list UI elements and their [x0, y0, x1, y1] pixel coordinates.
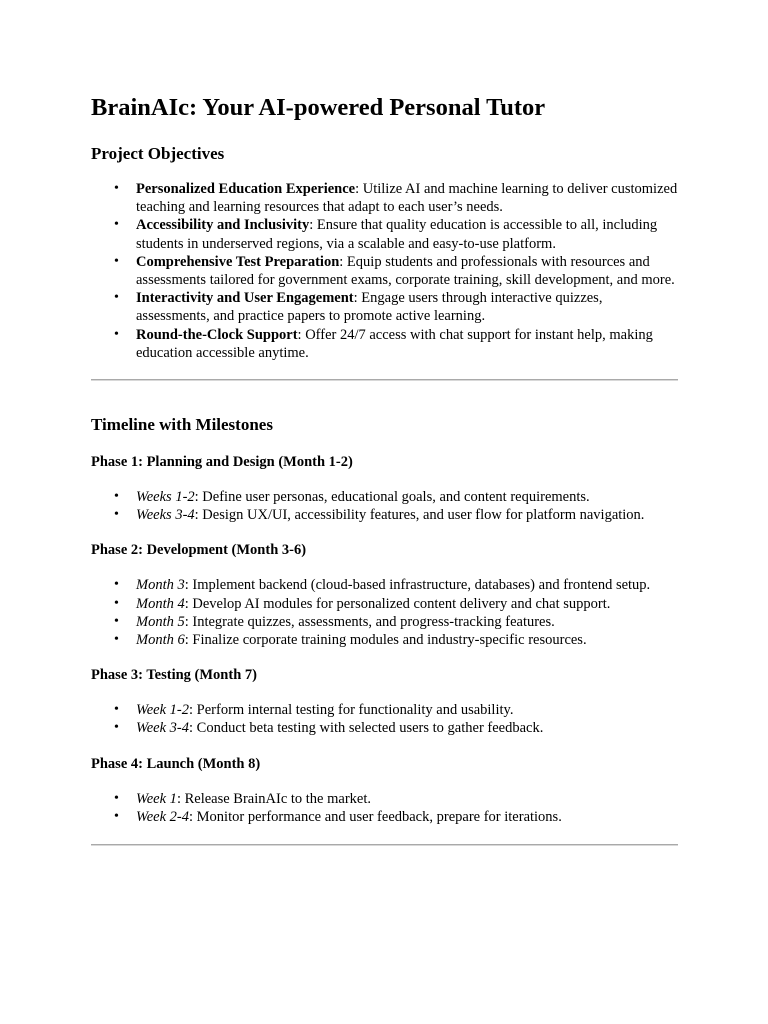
objective-text: : Equip students and professionals with resources and assessments tailored for government exams, corporate training, skill development, and more.: [136, 253, 675, 289]
milestone-item: [136, 613, 678, 631]
milestone-text: : Perform internal testing for functionality and usability.: [189, 702, 514, 719]
objective-item: [136, 216, 678, 252]
section-divider: [91, 844, 678, 846]
objective-term: Interactivity and User Engagement: [136, 290, 354, 307]
objectives-list: [91, 180, 678, 362]
objective-item: [136, 253, 678, 289]
milestone-text: : Conduct beta testing with selected users to gather feedback.: [189, 720, 544, 737]
milestone-text: : Release BrainAIc to the market.: [176, 790, 372, 807]
milestone-item: [136, 808, 678, 826]
objective-text: : Ensure that quality education is accessible to all, including students in underserved regions, via a scalable and easy-to-use platform.: [136, 217, 658, 252]
milestone-item: [136, 488, 678, 506]
milestone-text: : Integrate quizzes, assessments, and progress-tracking features.: [184, 613, 555, 630]
milestone-text: : Monitor performance and user feedback, prepare for iterations.: [189, 808, 562, 825]
objective-text: : Engage users through interactive quizzes, assessments, and practice papers to promote active learning.: [136, 290, 603, 325]
phase-2-title: Phase 2: Development (Month 3-6): [91, 542, 307, 559]
milestone-text: : Implement backend (cloud-based infrastructure, databases) and frontend setup.: [184, 577, 651, 594]
page-title: BrainAIc: Your AI-powered Personal Tutor: [91, 94, 546, 121]
section-divider: [91, 379, 678, 381]
objective-text: : Offer 24/7 access with chat support for instant help, making education accessible anytime.: [136, 326, 653, 361]
milestone-label: Month 4: [136, 595, 185, 612]
phase-2-list: [91, 576, 678, 649]
milestone-text: : Finalize corporate training modules and industry-specific resources.: [184, 632, 587, 649]
milestone-item: [136, 701, 678, 719]
phase-3-list: [91, 701, 678, 737]
milestone-label: Month 6: [136, 632, 185, 649]
objective-term: Personalized Education Experience: [136, 181, 356, 197]
milestone-item: [136, 790, 678, 808]
milestone-label: Weeks 3-4: [136, 507, 195, 524]
milestone-item: [136, 506, 678, 524]
milestone-text: : Define user personas, educational goals, and content requirements.: [194, 489, 590, 506]
objective-term: Round-the-Clock Support: [136, 326, 298, 343]
objective-item: [136, 289, 678, 325]
milestone-item: [136, 719, 678, 737]
milestone-label: Week 1-2: [136, 702, 190, 719]
objective-term: Accessibility and Inclusivity: [136, 217, 310, 234]
objective-item: [136, 326, 678, 362]
milestone-label: Month 5: [136, 613, 185, 630]
objective-item: [136, 180, 678, 216]
milestone-item: [136, 576, 678, 594]
objectives-heading: Project Objectives: [91, 144, 225, 163]
milestone-label: Week 3-4: [136, 720, 190, 737]
milestone-item: [136, 631, 678, 649]
milestone-item: [136, 595, 678, 613]
milestone-text: : Develop AI modules for personalized content delivery and chat support.: [184, 595, 611, 612]
phase-3-title: Phase 3: Testing (Month 7): [91, 667, 257, 684]
milestone-label: Week 2-4: [136, 808, 190, 825]
phase-4-title: Phase 4: Launch (Month 8): [91, 755, 261, 772]
milestone-label: Weeks 1-2: [136, 489, 195, 506]
phase-4-list: [91, 790, 678, 826]
phase-1-list: [91, 488, 678, 524]
objective-text: : Utilize AI and machine learning to deliver customized teaching and learning resources that adapt to each user’s needs.: [136, 181, 678, 216]
timeline-heading: Timeline with Milestones: [91, 415, 273, 435]
milestone-text: : Design UX/UI, accessibility features, and user flow for platform navigation.: [194, 507, 645, 524]
objective-term: Comprehensive Test Preparation: [136, 253, 340, 270]
milestone-label: Month 3: [136, 577, 185, 594]
phase-1-title: Phase 1: Planning and Design (Month 1-2): [91, 454, 353, 471]
milestone-label: Week 1: [136, 790, 177, 807]
